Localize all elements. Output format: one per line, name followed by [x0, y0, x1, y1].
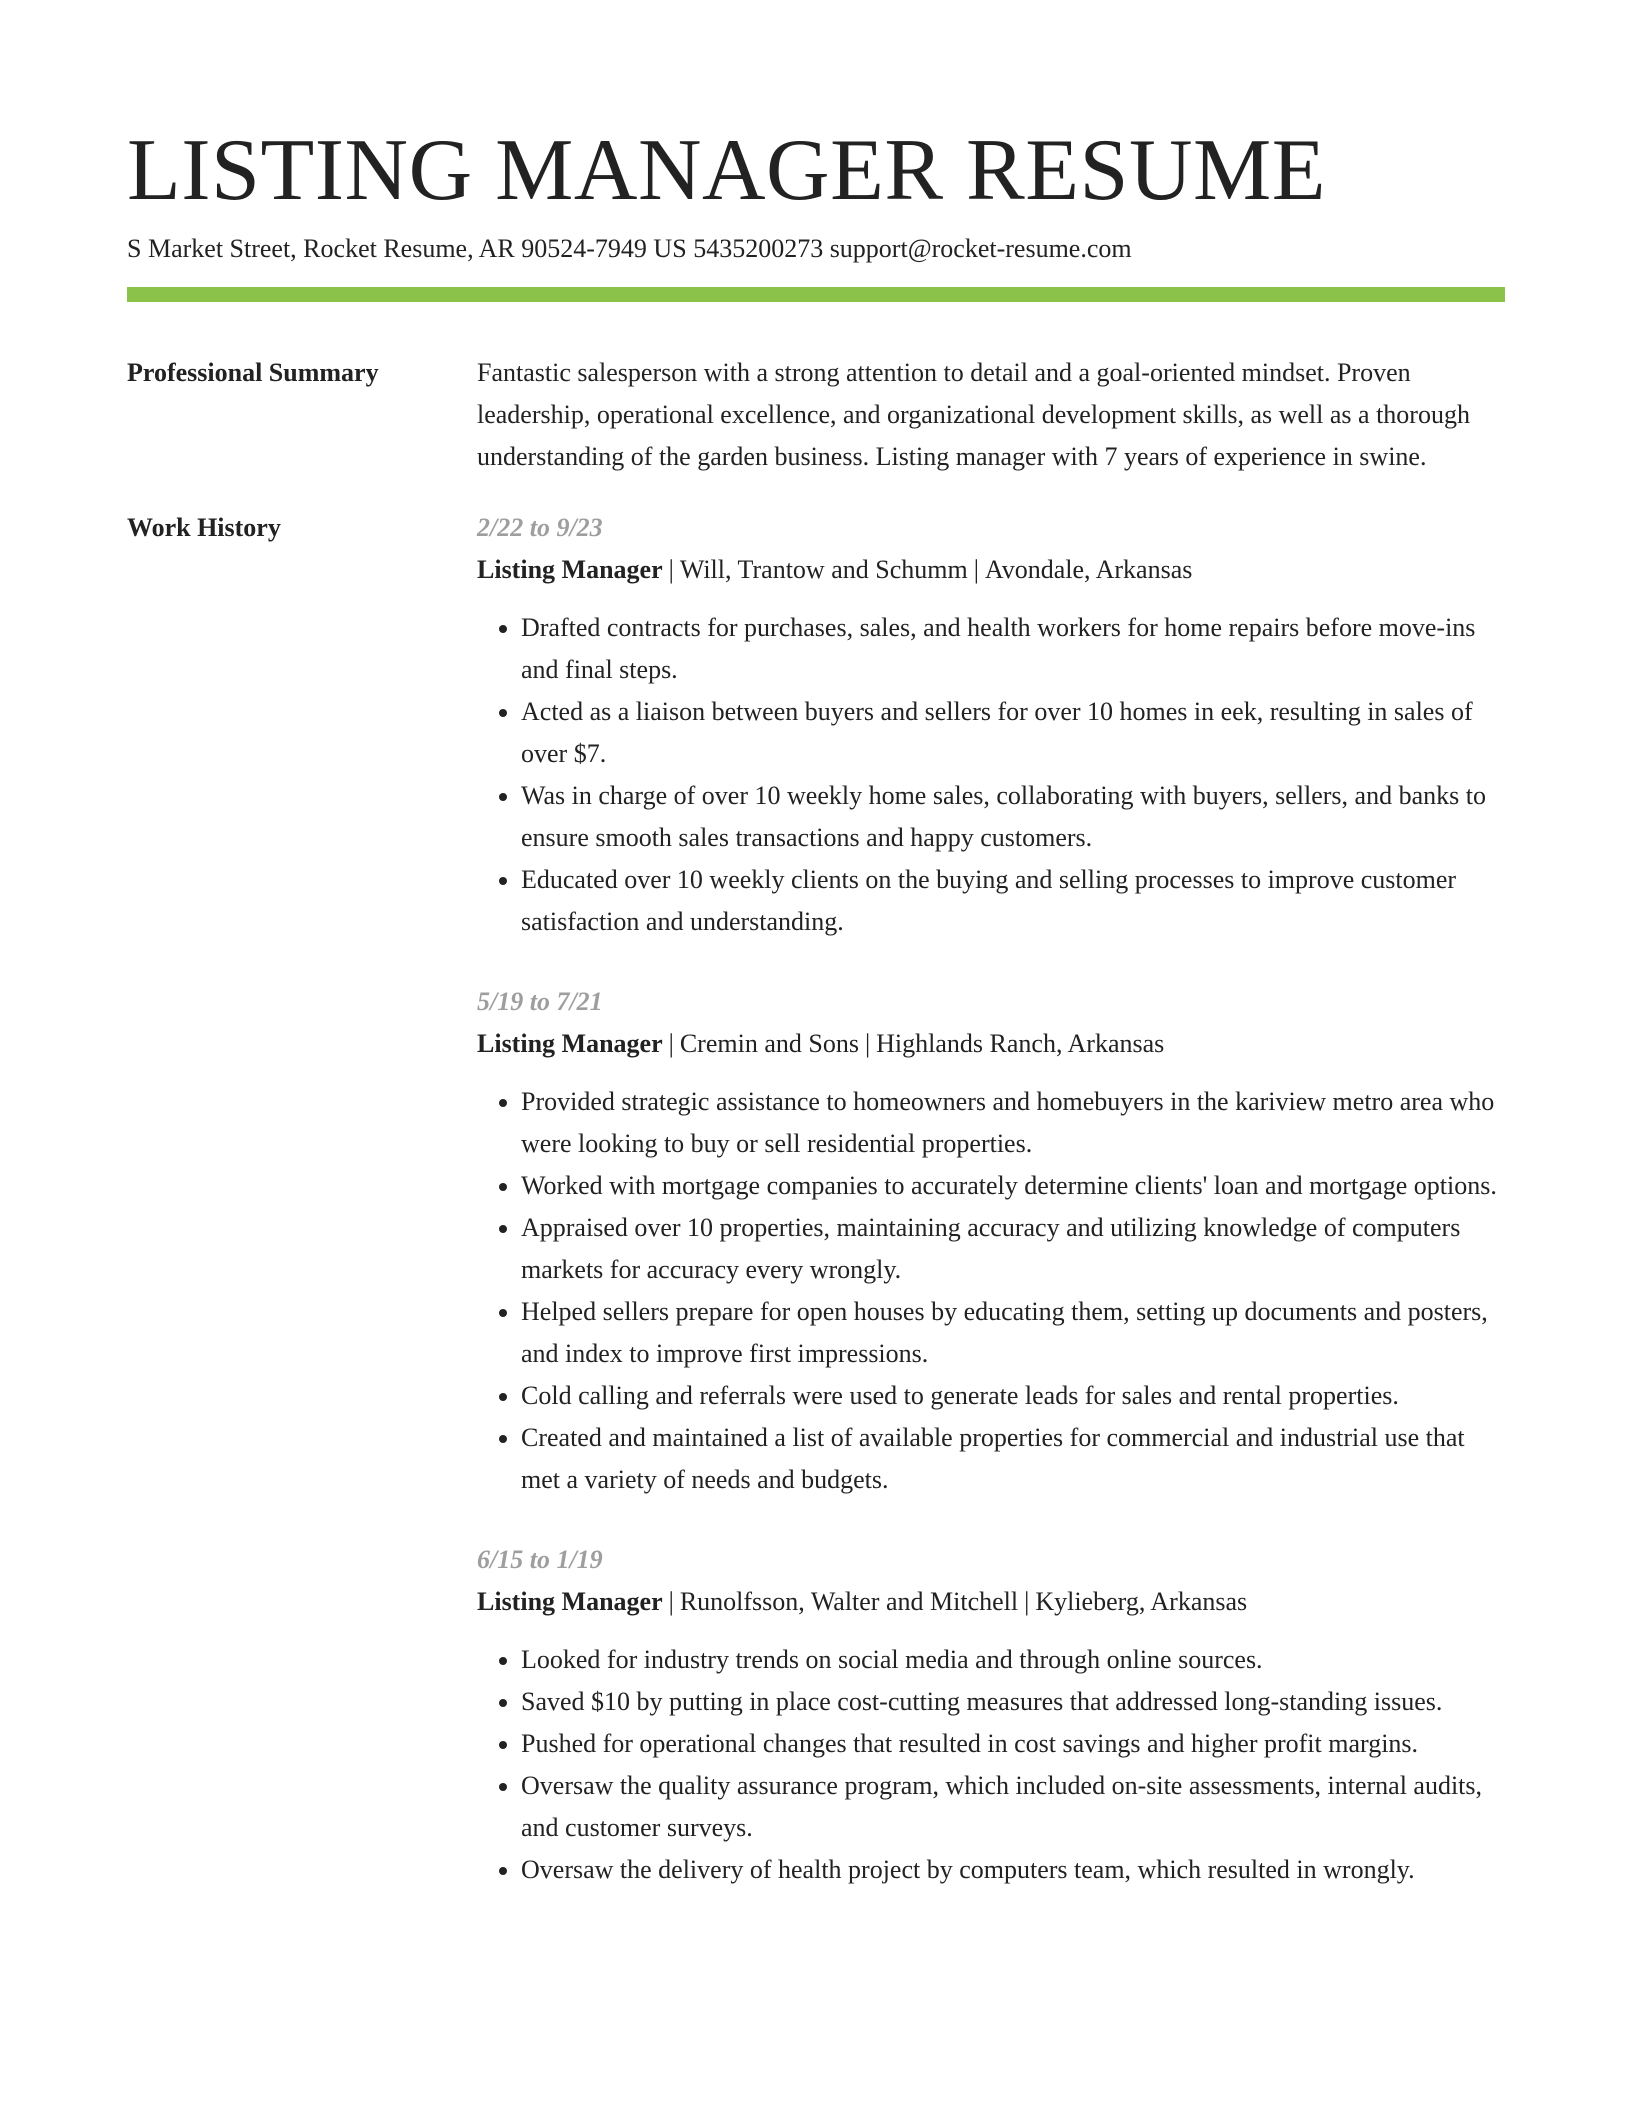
job-bullet: • Oversaw the delivery of health project by computers team, which resulted in wrongly. — [521, 1849, 1505, 1891]
job-company: Will, Trantow and Schumm — [679, 555, 968, 584]
job-entry — [477, 507, 1505, 943]
contact-line — [127, 231, 1505, 267]
job-bullet: • Helped sellers prepare for open houses by educating them, setting up documents and posters, and index to improve first impressions. — [521, 1291, 1505, 1375]
contact-address: S Market Street, Rocket Resume, AR 90524-7949 US — [127, 234, 687, 263]
job-entry — [477, 981, 1505, 1501]
job-bullet: • Pushed for operational changes that resulted in cost savings and higher profit margins. — [521, 1723, 1505, 1765]
job-bullet: • Drafted contracts for purchases, sales, and health workers for home repairs before move-ins and final steps. — [521, 607, 1505, 691]
summary-text: Fantastic salesperson with a strong attention to detail and a goal-oriented mindset. Proven leadership, operational excellence, and organizational development skills, as well as a thorough understanding of the garden business. Listing manager with 7 years of experience in swine. — [477, 358, 1470, 471]
contact-email: support@rocket-resume.com — [829, 234, 1132, 263]
job-bullet-list — [477, 607, 1505, 943]
resume-title: LISTING MANAGER RESUME — [127, 122, 1326, 219]
job-separator: | — [1024, 1587, 1030, 1616]
job-bullet: • Acted as a liaison between buyers and sellers for over 10 homes in eek, resulting in sales of over $7. — [521, 691, 1505, 775]
job-title: Listing Manager — [477, 1029, 663, 1058]
job-separator: | — [973, 555, 979, 584]
job-bullet: • Cold calling and referrals were used to generate leads for sales and rental properties. — [521, 1375, 1505, 1417]
job-bullet: • Created and maintained a list of available properties for commercial and industrial use that met a variety of needs and budgets. — [521, 1417, 1505, 1501]
job-location: Avondale, Arkansas — [984, 555, 1193, 584]
job-bullet: • Was in charge of over 10 weekly home sales, collaborating with buyers, sellers, and banks to ensure smooth sales transactions and happy customers. — [521, 775, 1505, 859]
job-heading — [477, 1023, 1505, 1065]
job-bullet: • Looked for industry trends on social media and through online sources. — [521, 1639, 1505, 1681]
job-location: Kylieberg, Arkansas — [1035, 1587, 1248, 1616]
section-label-work: Work History — [127, 513, 281, 542]
job-bullet: • Oversaw the quality assurance program, which included on-site assessments, internal audits, and customer surveys. — [521, 1765, 1505, 1849]
job-bullet: • Provided strategic assistance to homeowners and homebuyers in the kariview metro area who were looking to buy or sell residential properties. — [521, 1081, 1505, 1165]
job-separator: | — [864, 1029, 871, 1058]
job-location: Highlands Ranch, Arkansas — [876, 1029, 1165, 1058]
job-bullet: • Worked with mortgage companies to accurately determine clients' loan and mortgage options. — [521, 1165, 1505, 1207]
job-title: Listing Manager — [477, 1587, 663, 1616]
accent-divider — [127, 287, 1505, 302]
job-dates: 2/22 to 9/23 — [477, 513, 603, 542]
job-separator: | — [668, 1587, 674, 1616]
job-separator: | — [668, 1029, 674, 1058]
work-history-body — [477, 507, 1505, 1891]
job-heading — [477, 1581, 1505, 1623]
job-entry — [477, 1539, 1505, 1891]
contact-phone: 5435200273 — [693, 234, 824, 263]
job-heading — [477, 549, 1505, 591]
job-bullet: • Appraised over 10 properties, maintaining accuracy and utilizing knowledge of computers markets for accuracy every wrongly. — [521, 1207, 1505, 1291]
job-dates: 6/15 to 1/19 — [477, 1545, 603, 1574]
job-bullet-list — [477, 1639, 1505, 1891]
work-history-section — [127, 507, 1505, 1891]
job-bullet-list — [477, 1081, 1505, 1501]
section-label-summary: Professional Summary — [127, 358, 379, 387]
job-bullet: • Educated over 10 weekly clients on the buying and selling processes to improve customer satisfaction and understanding. — [521, 859, 1505, 943]
job-company: Runolfsson, Walter and Mitchell — [679, 1587, 1019, 1616]
job-title: Listing Manager — [477, 555, 663, 584]
job-bullet: • Saved $10 by putting in place cost-cutting measures that addressed long-standing issues. — [521, 1681, 1505, 1723]
job-separator: | — [668, 555, 674, 584]
job-company: Cremin and Sons — [679, 1029, 859, 1058]
professional-summary-section — [127, 352, 1505, 478]
summary-body — [477, 352, 1505, 478]
job-dates: 5/19 to 7/21 — [477, 987, 603, 1016]
